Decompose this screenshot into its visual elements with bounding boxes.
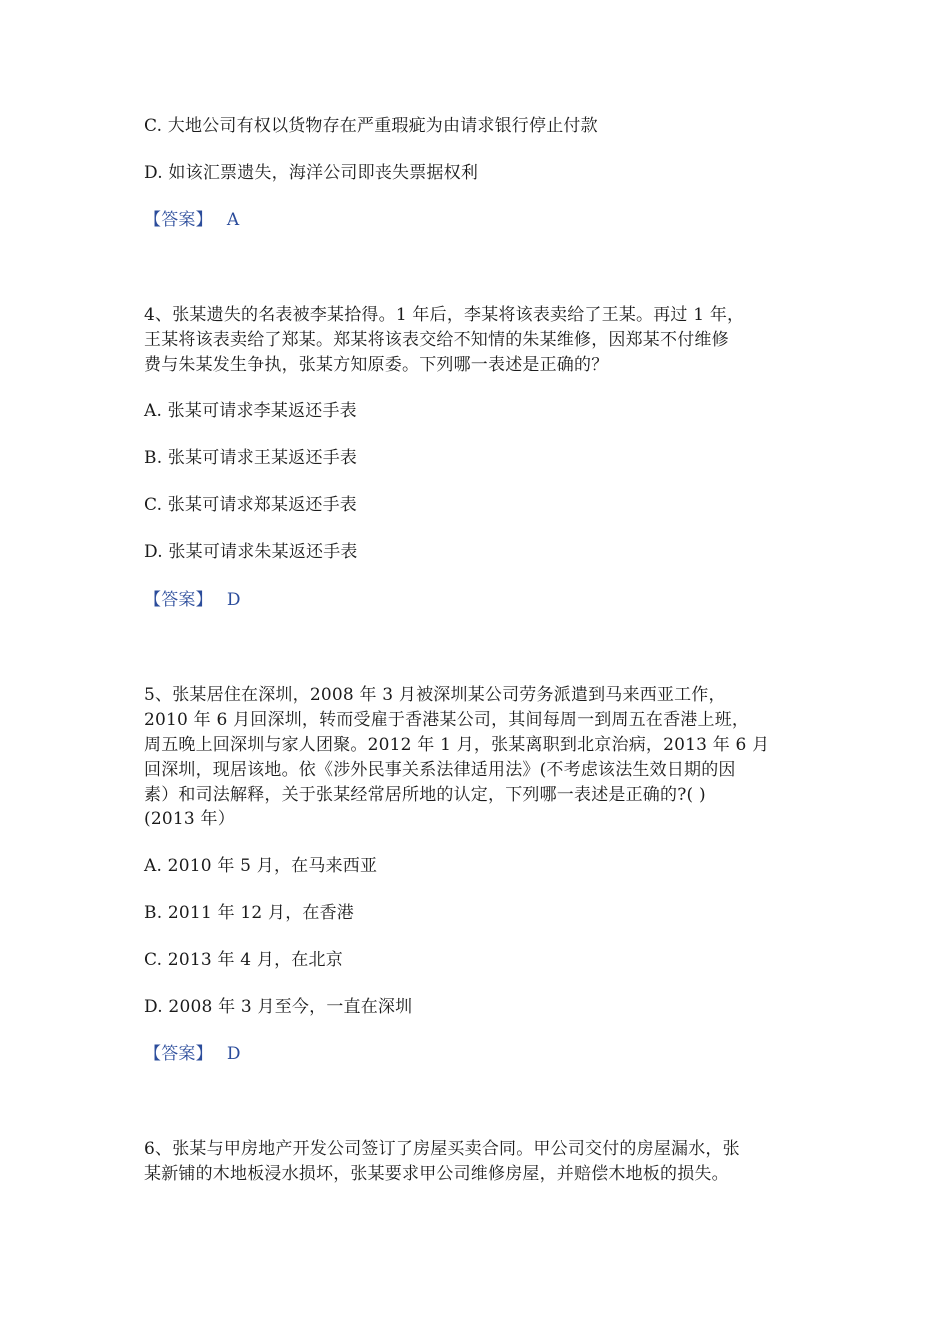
q4-option-d: D. 张某可请求朱某返还手表 xyxy=(144,542,358,562)
q3-option-d: D. 如该汇票遗失，海洋公司即丧失票据权利 xyxy=(144,163,479,183)
q5-option-c: C. 2013 年 4 月，在北京 xyxy=(144,950,343,970)
q5-stem-line: (2013 年） xyxy=(144,809,235,829)
q5-stem-line: 回深圳，现居该地。依《涉外民事关系法律适用法》(不考虑该法生效日期的因 xyxy=(144,760,736,780)
q5-stem-line: 素）和司法解释，关于张某经常居所地的认定，下列哪一表述是正确的?( ) xyxy=(144,785,706,805)
answer-value: D xyxy=(226,1044,241,1064)
q5-stem-line: 5、张某居住在深圳，2008 年 3 月被深圳某公司劳务派遣到马来西亚工作， xyxy=(144,685,726,705)
q5-stem-line: 周五晚上回深圳与家人团聚。2012 年 1 月，张某离职到北京治病，2013 年 6 月 xyxy=(144,735,770,755)
q4-option-c: C. 张某可请求郑某返还手表 xyxy=(144,495,358,515)
q3-option-c: C. 大地公司有权以货物存在严重瑕疵为由请求银行停止付款 xyxy=(144,116,598,136)
q5-stem-line: 2010 年 6 月回深圳，转而受雇于香港某公司，其间每周一到周五在香港上班， xyxy=(144,710,750,730)
q6-stem-line: 6、张某与甲房地产开发公司签订了房屋买卖合同。甲公司交付的房屋漏水，张 xyxy=(144,1139,740,1159)
q4-stem-line: 费与朱某发生争执，张某方知原委。下列哪一表述是正确的？ xyxy=(144,355,609,375)
q4-option-b: B. 张某可请求王某返还手表 xyxy=(144,448,358,468)
q5-answer xyxy=(144,1042,824,1066)
q3-answer xyxy=(144,208,824,232)
answer-label: 【答案】 xyxy=(144,1044,213,1064)
answer-label: 【答案】 xyxy=(144,210,213,230)
answer-label: 【答案】 xyxy=(144,590,213,610)
q5-option-a: A. 2010 年 5 月，在马来西亚 xyxy=(144,856,378,876)
answer-value: A xyxy=(226,210,240,230)
q4-stem-line: 王某将该表卖给了郑某。郑某将该表交给不知情的朱某维修，因郑某不付维修 xyxy=(144,330,729,350)
answer-value: D xyxy=(226,590,241,610)
q5-option-d: D. 2008 年 3 月至今，一直在深圳 xyxy=(144,997,413,1017)
q4-answer xyxy=(144,588,824,612)
q4-option-a: A. 张某可请求李某返还手表 xyxy=(144,401,357,421)
q6-stem-line: 某新铺的木地板浸水损坏，张某要求甲公司维修房屋，并赔偿木地板的损失。 xyxy=(144,1164,729,1184)
q5-option-b: B. 2011 年 12 月，在香港 xyxy=(144,903,355,923)
q4-stem-line: 4、张某遗失的名表被李某拾得。1 年后，李某将该表卖给了王某。再过 1 年， xyxy=(144,305,745,325)
